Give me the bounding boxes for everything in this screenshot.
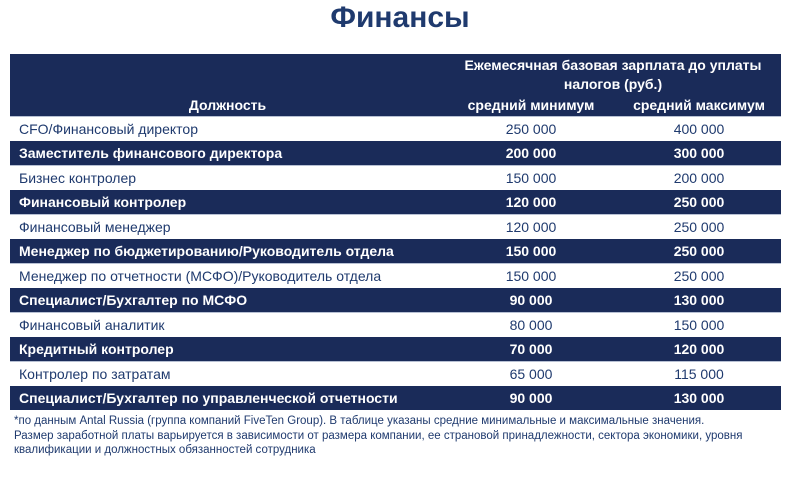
row-min: 70 000 (445, 337, 617, 362)
table-row (10, 166, 781, 191)
table-row (10, 117, 781, 142)
table-row (10, 362, 781, 387)
table-row (10, 288, 781, 313)
header-salary-group: Ежемесячная базовая зарплата до уплаты налогов (руб.) (445, 54, 781, 94)
row-max: 250 000 (617, 190, 781, 215)
header-max: средний максимум (617, 94, 781, 117)
row-min: 90 000 (445, 288, 617, 313)
row-position: Менеджер по бюджетированию/Руководитель отдела (10, 239, 445, 264)
row-min: 80 000 (445, 313, 617, 338)
row-position: Специалист/Бухгалтер по МСФО (10, 288, 445, 313)
row-max: 150 000 (617, 313, 781, 338)
row-max: 250 000 (617, 264, 781, 289)
row-min: 90 000 (445, 386, 617, 410)
row-position: Бизнес контролер (10, 166, 445, 191)
table-row (10, 337, 781, 362)
row-max: 300 000 (617, 141, 781, 166)
table-row (10, 215, 781, 240)
table-header (10, 54, 781, 117)
row-position: Контролер по затратам (10, 362, 445, 387)
row-position: Финансовый аналитик (10, 313, 445, 338)
row-max: 250 000 (617, 239, 781, 264)
row-min: 150 000 (445, 166, 617, 191)
header-position: Должность (10, 54, 445, 117)
salary-table (10, 54, 781, 410)
row-position: Кредитный контролер (10, 337, 445, 362)
row-max: 130 000 (617, 288, 781, 313)
table-row (10, 239, 781, 264)
row-max: 200 000 (617, 166, 781, 191)
table-body (10, 117, 781, 411)
page-title: Финансы (330, 1, 470, 34)
header-min: средний минимум (445, 94, 617, 117)
table-row (10, 141, 781, 166)
table-row (10, 313, 781, 338)
row-max: 120 000 (617, 337, 781, 362)
row-position: CFO/Финансовый директор (10, 117, 445, 142)
row-max: 130 000 (617, 386, 781, 410)
row-min: 150 000 (445, 264, 617, 289)
footnotes (14, 414, 784, 458)
row-max: 115 000 (617, 362, 781, 387)
row-min: 120 000 (445, 215, 617, 240)
row-min: 200 000 (445, 141, 617, 166)
row-max: 250 000 (617, 215, 781, 240)
table-row (10, 190, 781, 215)
table-row (10, 386, 781, 410)
row-position: Специалист/Бухгалтер по управленческой отчетности (10, 386, 445, 410)
row-min: 65 000 (445, 362, 617, 387)
row-position: Менеджер по отчетности (МСФО)/Руководитель отдела (10, 264, 445, 289)
row-position: Финансовый контролер (10, 190, 445, 215)
row-min: 150 000 (445, 239, 617, 264)
row-max: 400 000 (617, 117, 781, 142)
row-min: 120 000 (445, 190, 617, 215)
row-min: 250 000 (445, 117, 617, 142)
footnote-source: *по данным Antal Russia (группа компаний FiveTen Group). В таблице указаны средние минимальные и максимальные значения. (14, 415, 705, 427)
row-position: Заместитель финансового директора (10, 141, 445, 166)
footnote-disclaimer: Размер заработной платы варьируется в зависимости от размера компании, ее страновой принадлежности, сектора экономики, уровня квалификации и должностных обязанностей сотрудника (14, 429, 743, 456)
row-position: Финансовый менеджер (10, 215, 445, 240)
table-row (10, 264, 781, 289)
